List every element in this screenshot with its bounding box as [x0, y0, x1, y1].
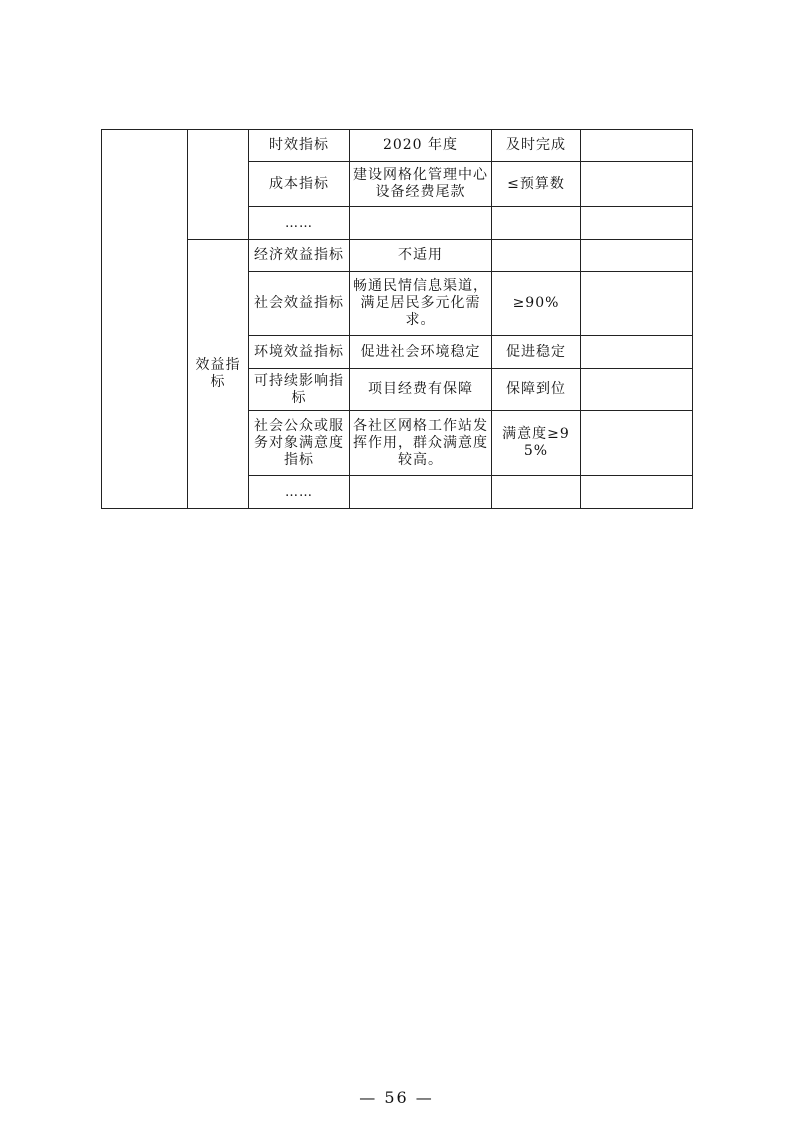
target-cell	[350, 207, 492, 240]
value-cell: 满意度≥95%	[492, 411, 581, 476]
indicator-cell: 环境效益指标	[249, 336, 350, 369]
indicator-cell: 经济效益指标	[249, 240, 350, 272]
page-number: — 56 —	[359, 1088, 434, 1107]
indicator-cell: 社会效益指标	[249, 272, 350, 336]
output-category-cell	[188, 130, 249, 240]
value-cell	[492, 207, 581, 240]
extra-cell	[581, 240, 693, 272]
benefit-category-cell: 效益指标	[188, 240, 249, 509]
extra-cell	[581, 369, 693, 411]
value-cell: 及时完成	[492, 130, 581, 162]
extra-cell	[581, 411, 693, 476]
table-row	[102, 240, 693, 272]
value-cell: 促进稳定	[492, 336, 581, 369]
extra-cell	[581, 476, 693, 509]
value-cell	[492, 476, 581, 509]
performance-indicator-table	[101, 129, 693, 509]
value-cell: ≥90%	[492, 272, 581, 336]
target-cell: 项目经费有保障	[350, 369, 492, 411]
extra-cell	[581, 130, 693, 162]
indicator-cell: 时效指标	[249, 130, 350, 162]
target-cell: 建设网格化管理中心设备经费尾款	[350, 162, 492, 207]
extra-cell	[581, 207, 693, 240]
extra-cell	[581, 336, 693, 369]
outer-category-cell	[102, 130, 188, 509]
indicator-cell: 可持续影响指标	[249, 369, 350, 411]
table-row	[102, 130, 693, 162]
indicator-cell: ……	[249, 476, 350, 509]
value-cell: ≤预算数	[492, 162, 581, 207]
indicator-cell: 社会公众或服务对象满意度指标	[249, 411, 350, 476]
indicator-cell: 成本指标	[249, 162, 350, 207]
target-cell	[350, 476, 492, 509]
value-cell	[492, 240, 581, 272]
target-cell: 各社区网格工作站发挥作用，群众满意度较高。	[350, 411, 492, 476]
extra-cell	[581, 162, 693, 207]
indicator-cell: ……	[249, 207, 350, 240]
target-cell: 不适用	[350, 240, 492, 272]
target-cell: 促进社会环境稳定	[350, 336, 492, 369]
value-cell: 保障到位	[492, 369, 581, 411]
target-cell: 2020 年度	[350, 130, 492, 162]
target-cell: 畅通民情信息渠道，满足居民多元化需求。	[350, 272, 492, 336]
extra-cell	[581, 272, 693, 336]
